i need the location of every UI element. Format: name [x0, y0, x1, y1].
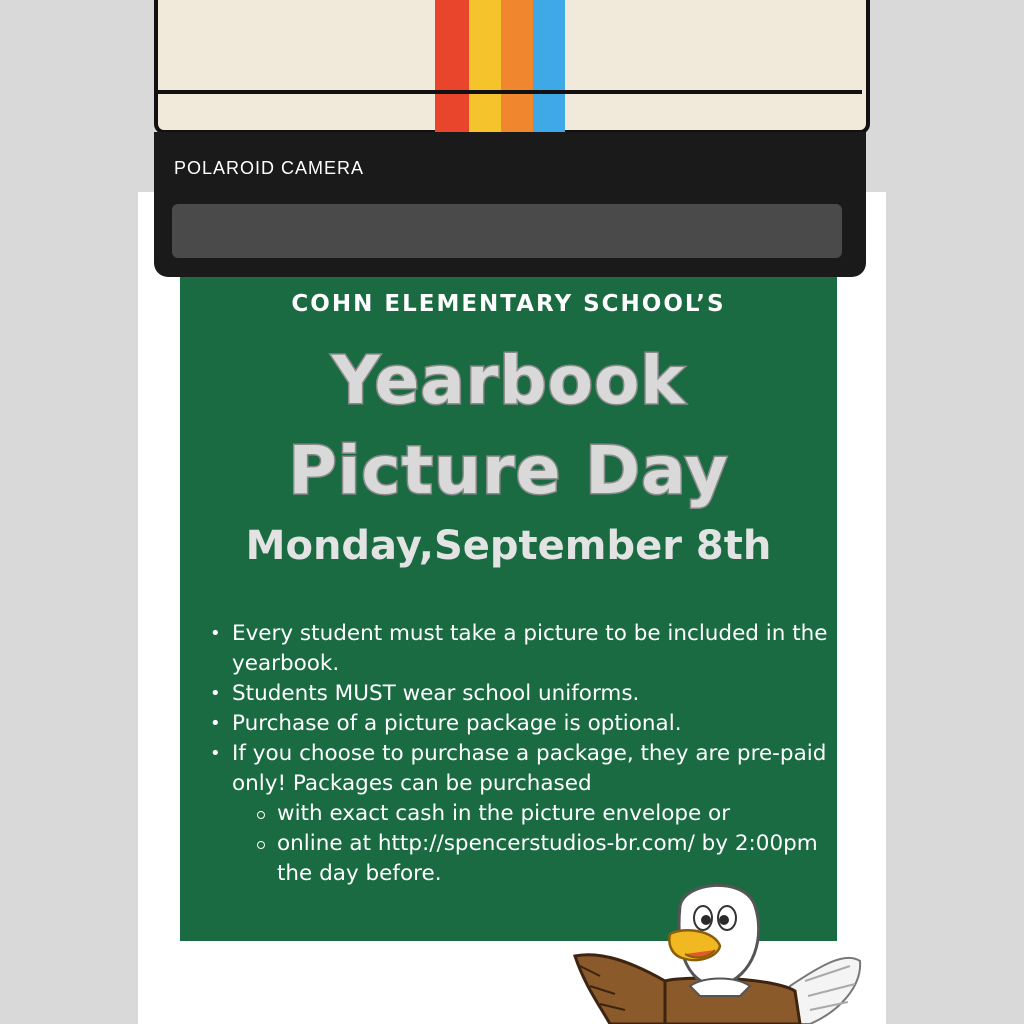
title-line-2: Picture Day [288, 432, 729, 509]
school-name: COHN ELEMENTARY SCHOOL’S [291, 291, 726, 317]
eagle-mascot-icon [570, 876, 870, 1024]
list-item-text: If you choose to purchase a package, they are pre-paid only! Packages can be purchased [232, 741, 827, 796]
list-item-text: Students MUST wear school uniforms. [232, 681, 640, 706]
stripe-orange [501, 0, 533, 132]
sub-list-item-text: online at http://spencerstudios-br.com/ by 2:00pm the day before. [277, 831, 818, 886]
list-item-text: Purchase of a picture package is optional. [232, 711, 682, 736]
polaroid-camera-illustration [154, 0, 866, 280]
stripe-red [435, 0, 469, 132]
list-item [210, 739, 830, 889]
list-item [210, 619, 830, 679]
flyer-card [180, 277, 837, 941]
sub-list-item [277, 799, 830, 829]
camera-divider-line [158, 90, 862, 94]
camera-body [154, 132, 866, 277]
list-item-text: Every student must take a picture to be included in the yearbook. [232, 621, 828, 676]
stripe-yellow [469, 0, 501, 132]
stripe-blue [533, 0, 565, 132]
title-line-1: Yearbook [331, 342, 686, 419]
info-list [210, 619, 830, 889]
camera-photo-slot [172, 204, 842, 258]
rainbow-stripes [435, 0, 565, 132]
list-item [210, 709, 830, 739]
event-date: Monday,September 8th [245, 523, 772, 569]
camera-label: POLAROID CAMERA [174, 158, 365, 178]
list-item [210, 679, 830, 709]
sub-list-item-text: with exact cash in the picture envelope or [277, 801, 731, 826]
